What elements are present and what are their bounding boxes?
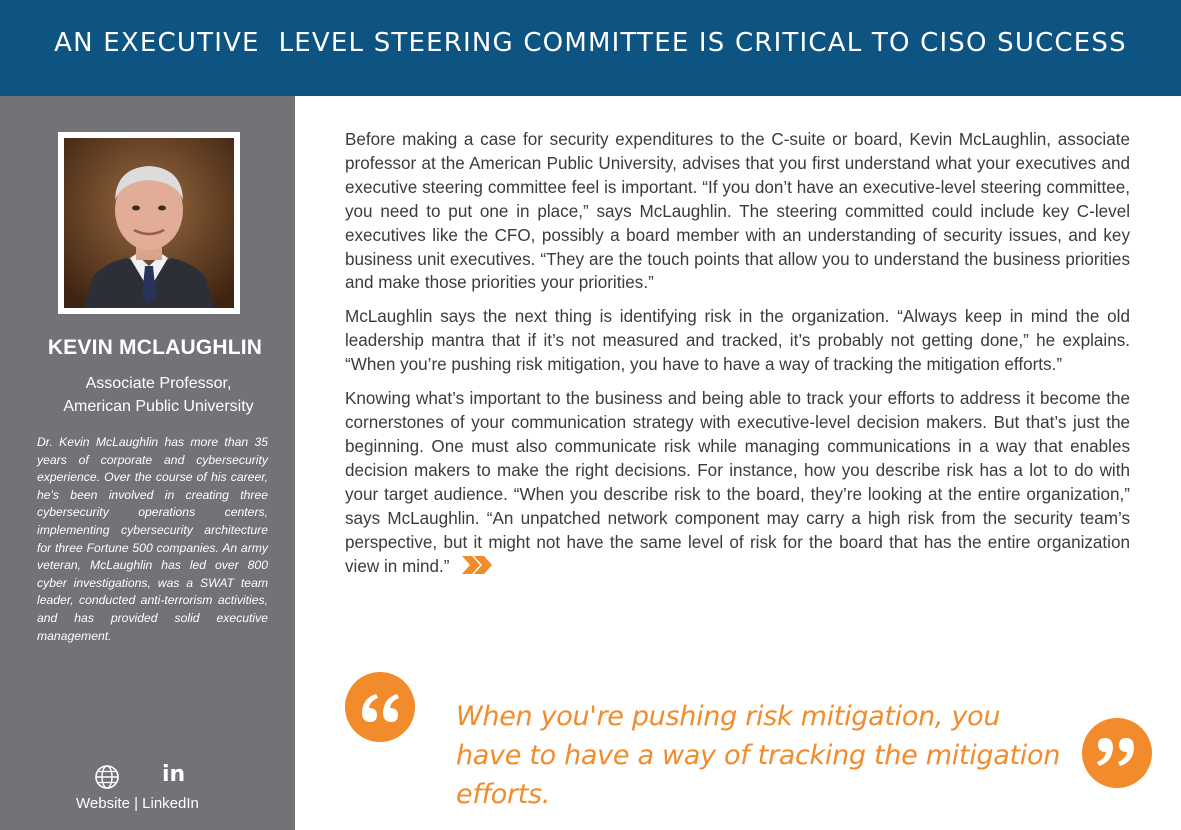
author-title: Associate Professor, [85,375,232,392]
globe-icon[interactable] [94,764,120,790]
close-quote-badge [1082,718,1152,788]
article-paragraph: Before making a case for security expenditures to the C-suite or board, Kevin McLaughlin, associate professor at the American Public University, advises that you first understand what your executives and executive steering committee feel is important. “If you don’t have an executive-level steering committee, you need to put one in place,” says McLaughlin. The steering committed could include key C-level executives like the CFO, possibly a board member with an understanding of security issues, and key business unit executives. “They are the touch points that allow you to understand the business priorities and make those priorities your priorities.” [345,130,1130,293]
article-paragraph-text: Knowing what’s important to the business and being able to track your efforts to address it become the cornerstones of your communication strategy with executive-level decision makers. But that’s just the beginning. One must also communicate risk while managing communications in a way that enables decision makers to make the right decisions. For instance, how you describe risk has a lot to do with your target audience. “When you describe risk to the board, they’re looking at the entire organization,” says McLaughlin. “An unpatched network component may carry a high risk from the security team’s perspective, but it might not have the same level of risk for the board that has the entire organization view in mind.” [345,389,1130,577]
linkedin-icon[interactable]: in [162,762,186,787]
close-quote-icon [1082,718,1152,788]
portrait-photo [64,138,234,308]
double-chevron-right-icon[interactable] [460,554,494,576]
author-role [16,372,301,418]
article-paragraph: McLaughlin says the next thing is identifying risk in the organization. “Always keep in mind the old leadership mantra that if it’s not measured and tracked, it’s probably not getting done,” he explains. “When you’re pushing risk mitigation, you have to have a way of tracking the mitigation efforts.” [345,307,1130,375]
article-body [345,128,1130,589]
author-name: KEVIN MCLAUGHLIN [47,336,263,359]
page-title: AN EXECUTIVE LEVEL STEERING COMMITTEE IS CRITICAL TO CISO SUCCESS [54,28,1127,58]
open-quote-badge [345,672,415,742]
header-banner [0,0,1181,96]
website-link[interactable]: Website [76,795,130,812]
author-bio: Dr. Kevin McLaughlin has more than 35 years of corporate and cybersecurity experience. Over the course of his career, he's been involved in creating three cybersecurity operations centers, implementing cybersecurity architecture for three Fortune 500 companies. An army veteran, McLaughlin has led over 800 cyber investigations, was a SWAT team leader, conducted anti-terrorism activities, and has provided solid executive management. [37,435,268,643]
social-links [76,795,199,812]
link-separator: | [129,795,143,812]
author-organization: American Public University [63,398,254,415]
social-icons [94,764,204,792]
portrait-frame [58,132,240,314]
linkedin-link[interactable]: LinkedIn [142,795,199,812]
article-paragraph [345,387,1130,579]
pull-quote-text: When you're pushing risk mitigation, you have to have a way of tracking the mitigation efforts. [456,701,1061,810]
open-quote-icon [345,672,415,742]
author-sidebar [0,96,295,830]
